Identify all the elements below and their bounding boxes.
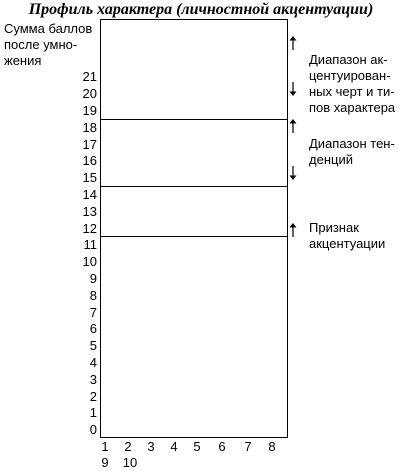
y-tick-label: 2 (89, 389, 97, 404)
range-label-line: Диапазон тен- (309, 136, 395, 151)
y-tick-label: 9 (89, 271, 97, 286)
y-tick-label: 1 (89, 405, 97, 420)
y-tick-label: 3 (89, 372, 97, 387)
y-tick-label: 20 (82, 86, 97, 101)
arrow-down-icon (289, 166, 297, 180)
range-label-line: центуирован- (309, 68, 391, 83)
range-label-line: Признак (309, 220, 359, 235)
y-tick-label: 11 (83, 237, 97, 252)
y-tick-label: 15 (82, 170, 97, 185)
y-tick-label: 12 (82, 221, 97, 236)
range-label-accentuated (309, 52, 401, 116)
y-tick-label: 8 (89, 288, 97, 303)
profile-chart-area (100, 19, 288, 438)
arrow-up-icon (289, 36, 297, 50)
x-tick-label: 7 (244, 439, 252, 454)
y-tick-label: 6 (89, 321, 97, 336)
x-tick-label: 5 (193, 439, 201, 454)
page-title: Профиль характера (личностной акцентуации) (28, 1, 374, 18)
y-tick-label: 14 (82, 187, 97, 202)
y-tick-label: 10 (82, 254, 97, 269)
range-label-line: пов характера (309, 100, 396, 115)
x-tick-label: 2 (124, 439, 132, 454)
range-label-tendencies (309, 136, 401, 168)
y-tick-label: 21 (82, 69, 97, 84)
y-tick-label: 19 (82, 103, 97, 118)
x-tick-label: 8 (268, 439, 276, 454)
y-tick-label: 17 (82, 137, 97, 152)
y-caption-line: после умно- (4, 37, 78, 52)
y-tick-label: 5 (89, 338, 97, 353)
y-caption-line: жения (4, 53, 42, 68)
arrow-up-icon (289, 223, 297, 237)
y-tick-label: 0 (89, 422, 97, 437)
range-label-line: акцентуации (309, 236, 386, 251)
arrow-down-icon (289, 82, 297, 96)
y-tick-label: 13 (82, 204, 97, 219)
x-tick-label: 9 (101, 455, 109, 470)
range-label-line: денций (309, 152, 353, 167)
range-label-accentuation-sign (309, 220, 401, 252)
x-tick-label: 1 (101, 439, 109, 454)
y-tick-label: 7 (89, 305, 97, 320)
x-tick-label: 10 (122, 455, 138, 470)
y-tick-label: 16 (82, 153, 97, 168)
y-tick-label: 4 (89, 355, 97, 370)
y-tick-label: 18 (82, 120, 97, 135)
arrow-up-icon (289, 119, 297, 133)
x-tick-label: 3 (147, 439, 155, 454)
y-caption-line: Сумма баллов (4, 21, 93, 36)
threshold-line-14 (100, 186, 288, 187)
x-tick-label: 4 (170, 439, 178, 454)
range-label-line: ных черт и ти- (309, 84, 395, 99)
range-label-line: Диапазон ак- (309, 52, 388, 67)
threshold-line-11 (100, 236, 288, 237)
threshold-line-18 (100, 119, 288, 120)
x-tick-label: 6 (218, 439, 226, 454)
y-axis-caption (4, 21, 100, 69)
